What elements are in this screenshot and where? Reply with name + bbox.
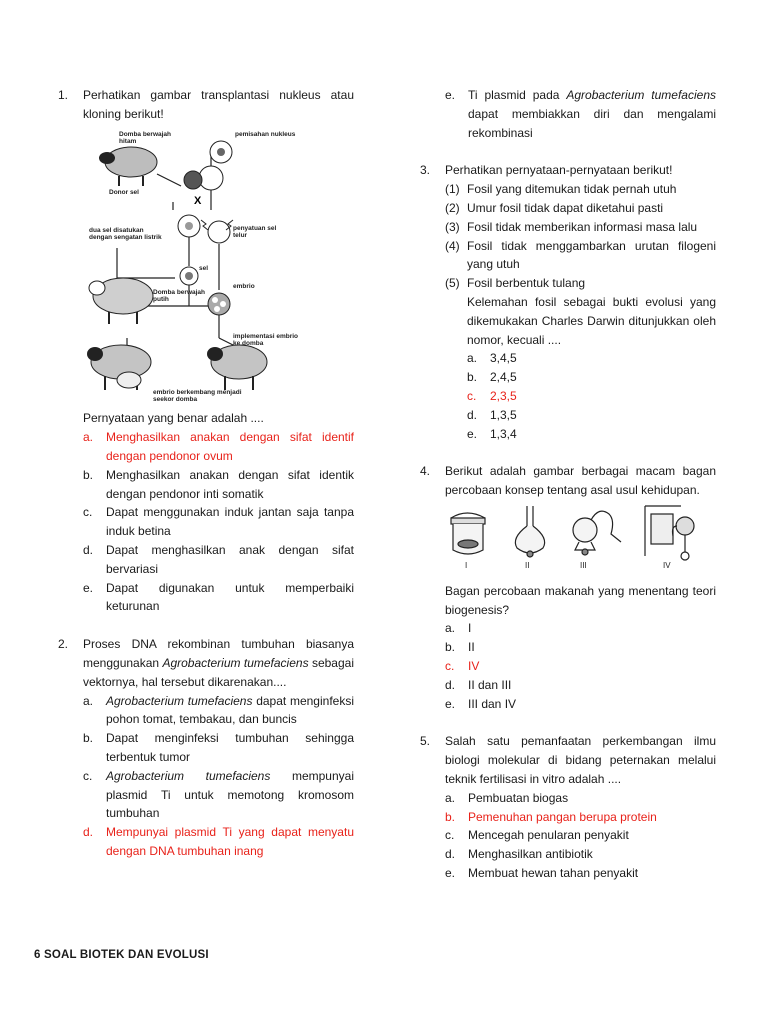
option-c[interactable]: c. Mencegah penularan penyakit — [445, 828, 629, 843]
option-b[interactable]: b. 2,4,5 — [467, 370, 517, 385]
question-1 — [58, 86, 354, 616]
experiment-swan-neck-flask-icon — [573, 511, 621, 555]
cloning-diagram — [83, 128, 354, 406]
option-e[interactable]: e. III dan IV — [445, 696, 517, 711]
question-stem: Berikut adalah gambar berbagai macam bagan percobaan konsep tentang asal usul kehidupan. — [445, 464, 716, 498]
option-b[interactable]: b. Pemenuhan pangan berupa protein — [445, 809, 657, 824]
options-list — [445, 619, 716, 713]
statement-2: (2) Umur fosil tidak dapat diketahui pasti — [445, 200, 664, 215]
experiment-flask-icon — [515, 506, 544, 557]
question-5 — [420, 732, 716, 882]
label-implementasi: implementasi embrio ke domba — [233, 332, 299, 347]
experiment-apparatus-icon — [645, 506, 694, 560]
question-2 — [58, 635, 354, 861]
right-column — [420, 86, 716, 883]
svg-text:X: X — [194, 194, 202, 207]
question-stem: Salah satu pemanfaatan perkembangan ilmu biologi molekular di bidang peternakan melalui teknik fertilisasi in vitro adalah .... — [445, 734, 716, 786]
option-b[interactable]: b. Dapat menginfeksi tumbuhan sehingga terbentuk tumor — [83, 731, 354, 764]
option-d[interactable]: d. Mempunyai plasmid Ti yang dapat menyatu dengan DNA tumbuhan inang — [83, 825, 354, 858]
statement-3: (3) Fosil tidak memberikan informasi masa lalu — [445, 219, 698, 234]
option-d[interactable]: d. II dan III — [445, 677, 512, 692]
label-pemisahan: pemisahan nukleus — [235, 130, 296, 138]
label-I: I — [465, 560, 468, 570]
option-a[interactable]: a. Menghasilkan anakan dengan sifat identif dengan pendonor ovum — [83, 430, 354, 463]
option-c[interactable]: c. Dapat menggunakan induk jantan saja tanpa induk betina — [83, 505, 354, 539]
surrogate-sheep — [87, 345, 151, 390]
option-b[interactable]: b. Menghasilkan anakan dengan sifat identik dengan pendonor inti somatik — [83, 467, 354, 501]
options-list — [83, 428, 354, 616]
experiments-svg — [445, 504, 715, 572]
cloning-diagram-svg — [83, 128, 299, 403]
options-list — [83, 692, 354, 861]
biogenesis-experiments-figure — [445, 504, 716, 578]
question-number: 3. — [420, 163, 431, 178]
label-II: II — [525, 560, 530, 570]
label-penyatuan: penyatuan sel telur — [233, 224, 277, 239]
question-number: 1. — [58, 88, 69, 102]
left-column — [58, 86, 354, 861]
question-3 — [420, 161, 716, 443]
black-face-sheep — [99, 147, 157, 186]
option-e[interactable]: e. 1,3,4 — [467, 426, 517, 441]
option-b[interactable]: b. II — [445, 640, 475, 655]
option-d[interactable]: d. 1,3,5 — [467, 407, 517, 422]
option-e[interactable]: e. Dapat digunakan untuk memperbaiki keturunan — [83, 580, 354, 614]
question-stem: Proses DNA rekombinan tumbuhan biasanya menggunakan Agrobacterium tumefaciens sebagai vektornya, hal tersebut dikarenakan.... — [83, 637, 354, 689]
experiment-jar-icon — [451, 513, 485, 554]
q2-options-continued — [420, 86, 716, 142]
question-prompt: Pernyataan yang benar adalah .... — [83, 411, 264, 426]
label-embrio-berkembang: embrio berkembang menjadi seekor domba — [153, 388, 242, 403]
option-d[interactable]: d. Menghasilkan antibiotik — [445, 847, 593, 862]
question-number: 5. — [420, 734, 431, 749]
option-e[interactable]: e. Ti plasmid pada Agrobacterium tumefaciens dapat membiakkan diri dan mengalami rekombinasi — [445, 88, 716, 140]
label-sel: sel — [199, 264, 209, 272]
option-a[interactable]: a. 3,4,5 — [467, 351, 517, 366]
label-donor-sel: Donor sel — [109, 188, 139, 196]
option-a[interactable]: a. I — [445, 621, 472, 636]
question-number: 2. — [58, 637, 69, 652]
option-c[interactable]: c. Agrobacterium tumefaciens mempunyai plasmid Ti untuk memotong kromosom tumbuhan — [83, 768, 354, 821]
page-footer: 6 SOAL BIOTEK DAN EVOLUSI — [34, 949, 209, 961]
options-list — [445, 789, 716, 883]
option-a[interactable]: a. Agrobacterium tumefaciens dapat menginfeksi pohon tomat, tembakau, dan buncis — [83, 693, 354, 727]
question-number: 4. — [420, 464, 431, 479]
question-stem: Perhatikan pernyataan-pernyataan berikut! — [445, 163, 673, 178]
white-face-sheep — [89, 278, 153, 324]
label-dua-sel: dua sel disatukan dengan sengatan listrik — [89, 226, 162, 241]
option-e[interactable]: e. Membuat hewan tahan penyakit — [445, 865, 639, 880]
option-c[interactable]: c. 2,3,5 — [467, 388, 517, 403]
statement-1: (1) Fosil yang ditemukan tidak pernah utuh — [445, 182, 677, 197]
label-IV: IV — [663, 560, 671, 570]
question-prompt: Kelemahan fosil sebagai bukti evolusi yang dikemukakan Charles Darwin ditunjukkan oleh nomor, kecuali .... — [467, 294, 716, 347]
label-embrio: embrio — [233, 282, 255, 290]
statement-5: (5) Fosil berbentuk tulang — [445, 276, 586, 291]
label-III: III — [580, 560, 587, 570]
option-a[interactable]: a. Pembuatan biogas — [445, 790, 569, 805]
question-stem: Perhatikan gambar transplantasi nukleus atau kloning berikut! — [83, 88, 354, 121]
options-list — [445, 349, 716, 443]
question-4 — [420, 462, 716, 713]
option-d[interactable]: d. Dapat menghasilkan anak dengan sifat bervariasi — [83, 542, 354, 576]
label-domba-hitam: Domba berwajah hitam — [119, 130, 172, 145]
clone-sheep — [207, 345, 267, 390]
option-c[interactable]: c. IV — [445, 658, 480, 673]
statement-4: (4) Fosil tidak menggambarkan urutan filogeni yang utuh — [445, 238, 716, 272]
label-domba-putih: Domba berwajah putih — [153, 288, 206, 303]
question-prompt: Bagan percobaan makanah yang menentang teori biogenesis? — [445, 583, 716, 617]
